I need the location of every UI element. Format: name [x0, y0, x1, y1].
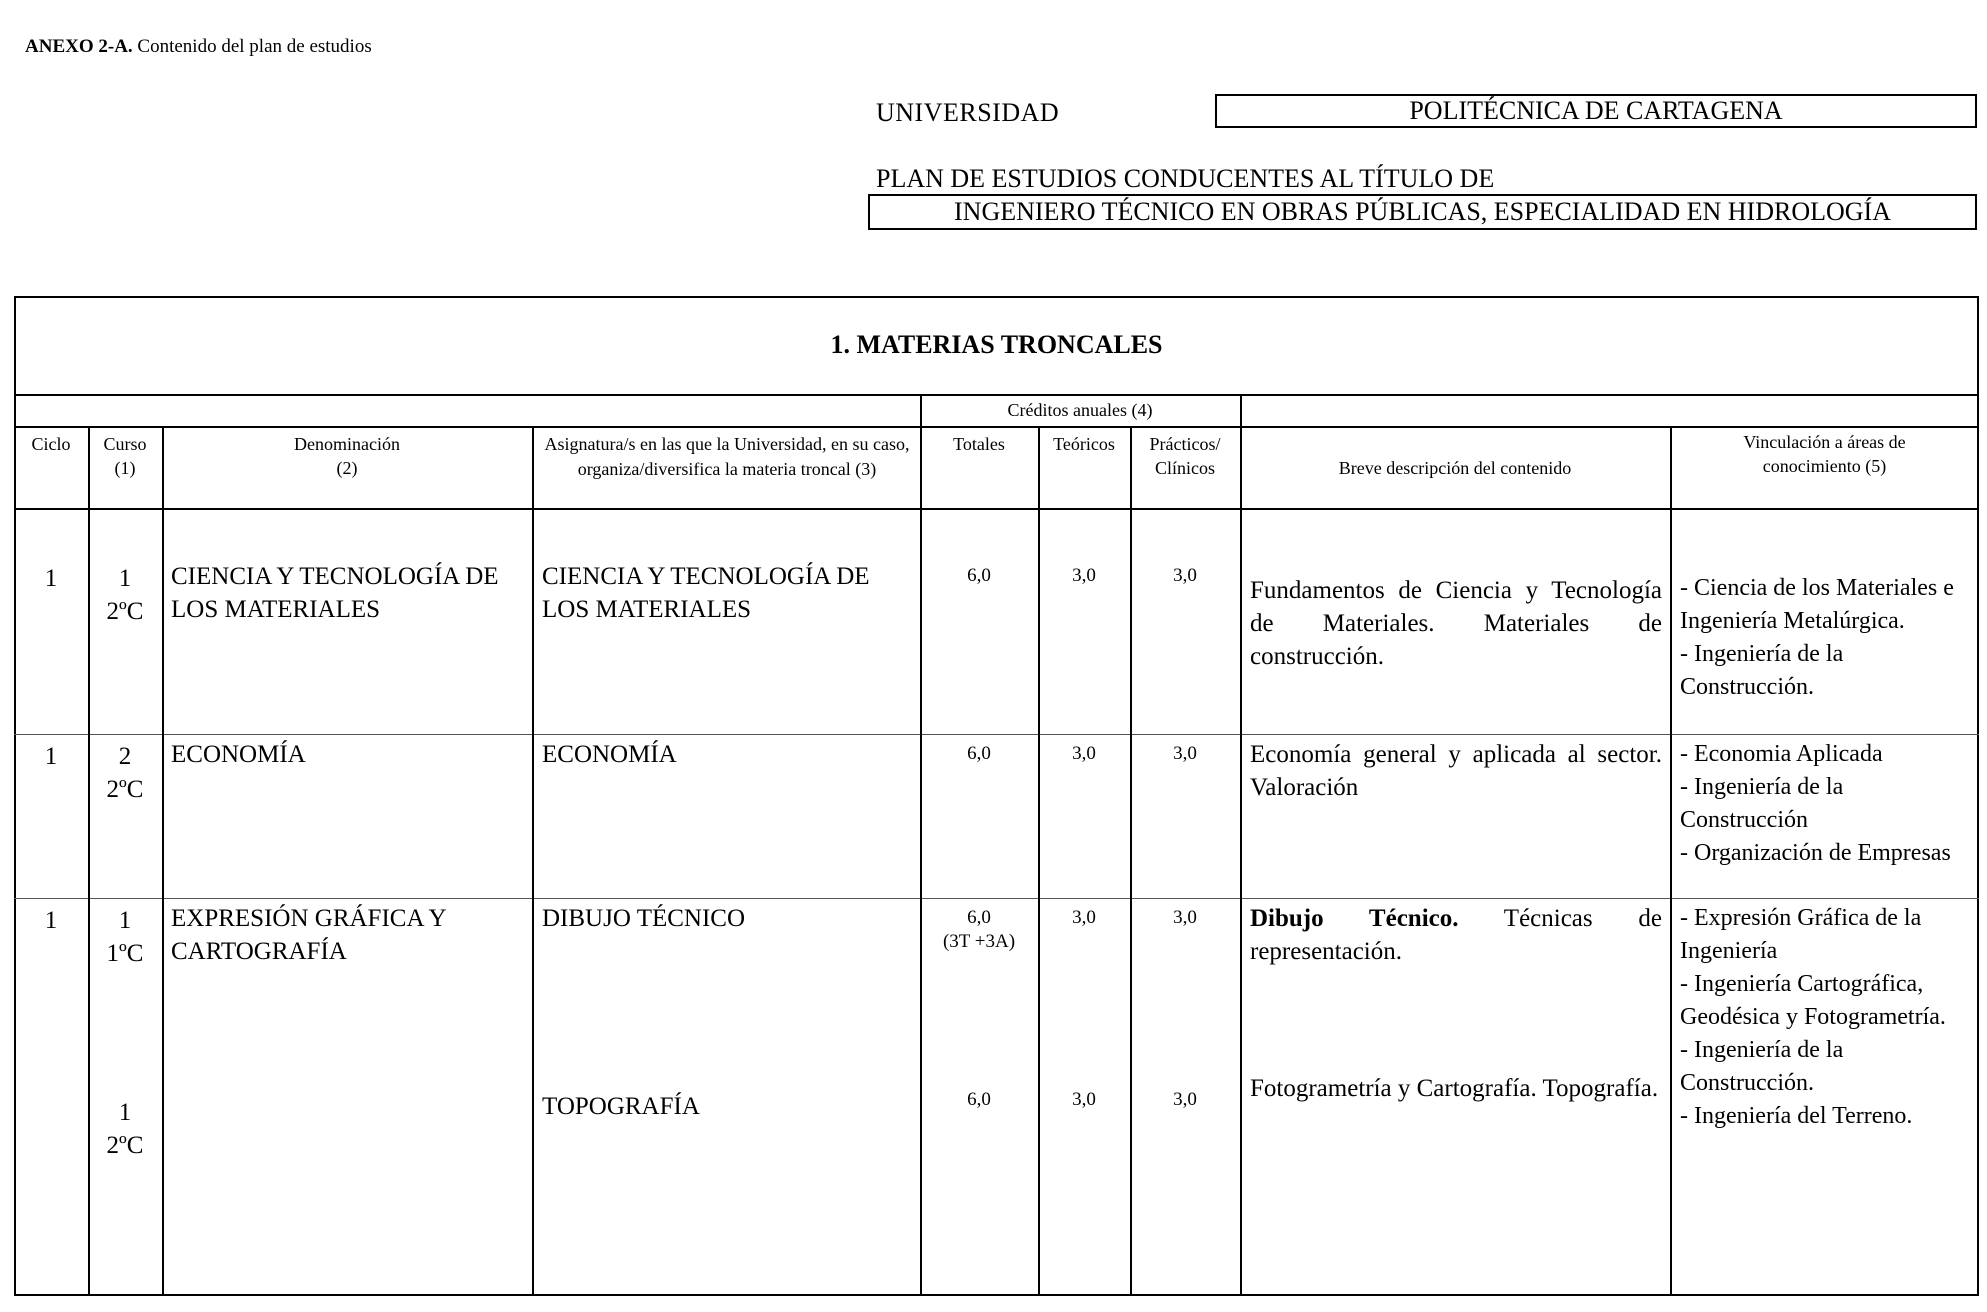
university-label: UNIVERSIDAD	[876, 98, 1060, 127]
row4-descripcion: Fotogrametría y Cartografía. Topografía.	[1250, 1075, 1659, 1102]
header-denominacion: Denominación (2)	[294, 434, 400, 478]
row3-descripcion-bold: Dibujo Técnico.	[1250, 905, 1459, 932]
table-rule	[920, 426, 1979, 428]
row4-asignatura: TOPOGRAFÍA	[542, 1093, 700, 1120]
row4-curso: 1 2ºC	[106, 1099, 144, 1159]
row1-totales: 6,0	[967, 565, 991, 586]
row2-denominacion: ECONOMÍA	[171, 741, 306, 768]
table-rule	[88, 426, 90, 1296]
degree-title: INGENIERO TÉCNICO EN OBRAS PÚBLICAS, ESPECIALIDAD EN HIDROLOGÍA	[868, 194, 1977, 230]
row4-practicos: 3,0	[1173, 1089, 1197, 1110]
row3-descripcion-text: Técnicas de representación.	[1250, 905, 1662, 965]
row3-teoricos: 3,0	[1072, 907, 1096, 928]
row2-ciclo: 1	[44, 743, 58, 770]
plan-label: PLAN DE ESTUDIOS CONDUCENTES AL TÍTULO DE	[876, 164, 1495, 193]
header-teoricos: Teóricos	[1053, 434, 1115, 454]
header-curso: Curso (1)	[103, 434, 147, 478]
table-rule	[1130, 426, 1132, 1296]
row3-vinculacion: - Expresión Gráfica de la Ingeniería - Ingeniería Cartográfica, Geodésica y Fotogrametría. - Ingeniería de la Construcción. - Ingeniería del Terreno.	[1680, 905, 1946, 1129]
annex-heading	[25, 36, 372, 58]
row1-teoricos: 3,0	[1072, 565, 1096, 586]
annex-text: Contenido del plan de estudios	[132, 36, 372, 57]
row3-practicos: 3,0	[1173, 907, 1197, 928]
table-rule	[1038, 426, 1040, 1296]
table-rule	[14, 426, 920, 428]
header-ciclo: Ciclo	[31, 434, 71, 454]
row2-totales: 6,0	[967, 743, 991, 764]
header-creditos: Créditos anuales (4)	[1007, 400, 1153, 420]
row3-curso: 1 1ºC	[106, 907, 144, 967]
row2-asignatura: ECONOMÍA	[542, 741, 677, 768]
row2-practicos: 3,0	[1173, 743, 1197, 764]
row1-denominacion: CIENCIA Y TECNOLOGÍA DE LOS MATERIALES	[171, 563, 499, 623]
row1-descripcion: Fundamentos de Ciencia y Tecnología de Materiales. Materiales de construcción.	[1250, 577, 1662, 670]
row2-descripcion: Economía general y aplicada al sector. Valoración	[1250, 741, 1662, 801]
row1-practicos: 3,0	[1173, 565, 1197, 586]
section-title: 1. MATERIAS TRONCALES	[830, 330, 1163, 359]
header-totales: Totales	[953, 434, 1005, 454]
table-rule	[14, 898, 1979, 899]
header-practicos: Prácticos/ Clínicos	[1149, 434, 1221, 478]
row2-curso: 2 2ºC	[106, 743, 144, 803]
table-rule	[162, 426, 164, 1296]
row1-curso: 1 2ºC	[106, 565, 144, 625]
row1-ciclo: 1	[44, 565, 58, 592]
row3-ciclo: 1	[44, 907, 58, 934]
table-rule	[14, 394, 1979, 396]
row1-asignatura: CIENCIA Y TECNOLOGÍA DE LOS MATERIALES	[542, 563, 870, 623]
row4-totales: 6,0	[967, 1089, 991, 1110]
table-rule	[14, 508, 1979, 510]
row1-vinculacion: - Ciencia de los Materiales e Ingeniería Metalúrgica. - Ingeniería de la Construcción.	[1680, 575, 1954, 700]
university-name: POLITÉCNICA DE CARTAGENA	[1215, 94, 1977, 128]
header-vinculacion: Vinculación a áreas de conocimiento (5)	[1743, 432, 1906, 476]
table-rule	[532, 426, 534, 1296]
row3-denominacion: EXPRESIÓN GRÁFICA Y CARTOGRAFÍA	[171, 905, 446, 965]
row2-teoricos: 3,0	[1072, 743, 1096, 764]
table-rule	[1240, 394, 1242, 1296]
table-rule	[920, 394, 922, 1296]
table-rule	[1670, 426, 1672, 1296]
row3-totales: 6,0 (3T +3A)	[942, 907, 1016, 952]
row4-teoricos: 3,0	[1072, 1089, 1096, 1110]
header-descripcion: Breve descripción del contenido	[1338, 458, 1572, 478]
row3-asignatura: DIBUJO TÉCNICO	[542, 905, 746, 932]
row2-vinculacion: - Economia Aplicada - Ingeniería de la Construcción - Organización de Empresas	[1680, 741, 1951, 866]
annex-prefix: ANEXO 2-A.	[25, 36, 133, 57]
table-rule	[14, 734, 1979, 735]
row3-descripcion	[1250, 902, 1662, 968]
header-asignatura: Asignatura/s en las que la Universidad, en su caso, organiza/diversifica la materia troncal (3)	[544, 434, 910, 479]
